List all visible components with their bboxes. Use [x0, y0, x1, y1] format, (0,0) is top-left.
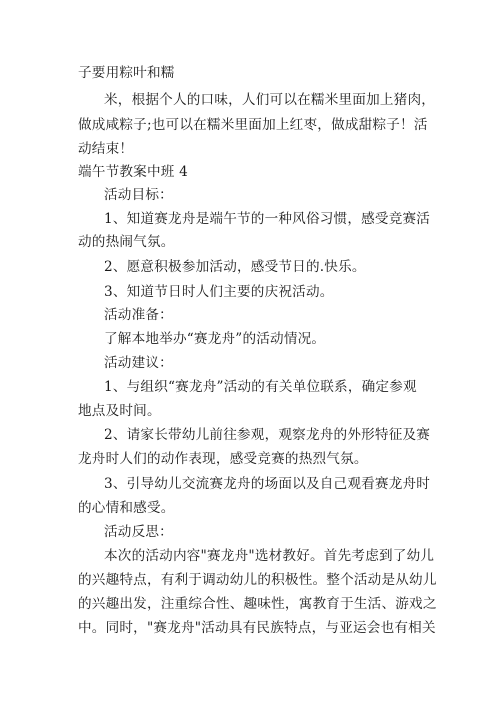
text-line: 2、请家长带幼儿前往参观，观察龙舟的外形特征及赛	[104, 427, 431, 443]
text-line: 1、知道赛龙舟是端午节的一种风俗习惯，感受竞赛活	[104, 211, 431, 227]
section-heading: 端午节教案中班 4	[78, 164, 188, 180]
text-line: 本次的活动内容"赛龙舟"选材教好。首先考虑到了幼儿	[104, 548, 435, 564]
text-line: 做成咸粽子;也可以在糯米里面加上红枣，做成甜粽子！活	[78, 117, 428, 133]
text-line: 的兴趣特点，有利于调动幼儿的积极性。整个活动是从幼儿	[78, 572, 437, 588]
subheading: 活动准备：	[104, 307, 173, 323]
text-line: 龙舟时人们的动作表现，感受竞赛的热烈气氛。	[78, 451, 368, 467]
text-line: 2、愿意积极参加活动，感受节日的.快乐。	[104, 259, 366, 275]
text-line: 动的热闹气氛。	[78, 234, 175, 250]
text-line: 子要用粽叶和糯	[78, 65, 175, 81]
text-line: 3、知道节日时人们主要的庆祝活动。	[104, 284, 334, 300]
text-line: 的兴趣出发，注重综合性、趣味性，寓教育于生活、游戏之	[78, 596, 437, 612]
text-line: 地点及时间。	[78, 403, 161, 419]
text-line: 中。同时，"赛龙舟"活动具有民族特点，与亚运会也有相关	[78, 620, 436, 636]
text-line: 的心情和感受。	[78, 500, 175, 516]
text-line: 1、与组织“赛龙舟”活动的有关单位联系，确定参观	[104, 379, 417, 395]
text-line: 米，根据个人的口味，人们可以在糯米里面加上猪肉，	[104, 92, 436, 108]
text-line: 3、引导幼儿交流赛龙舟的场面以及自己观看赛龙舟时	[104, 476, 431, 492]
subheading: 活动反思：	[104, 524, 173, 540]
text-line: 动结束！	[78, 141, 134, 157]
subheading: 活动目标：	[104, 187, 173, 203]
text-line: 了解本地举办“赛龙舟”的活动情况。	[104, 331, 326, 347]
subheading: 活动建议：	[104, 355, 173, 371]
